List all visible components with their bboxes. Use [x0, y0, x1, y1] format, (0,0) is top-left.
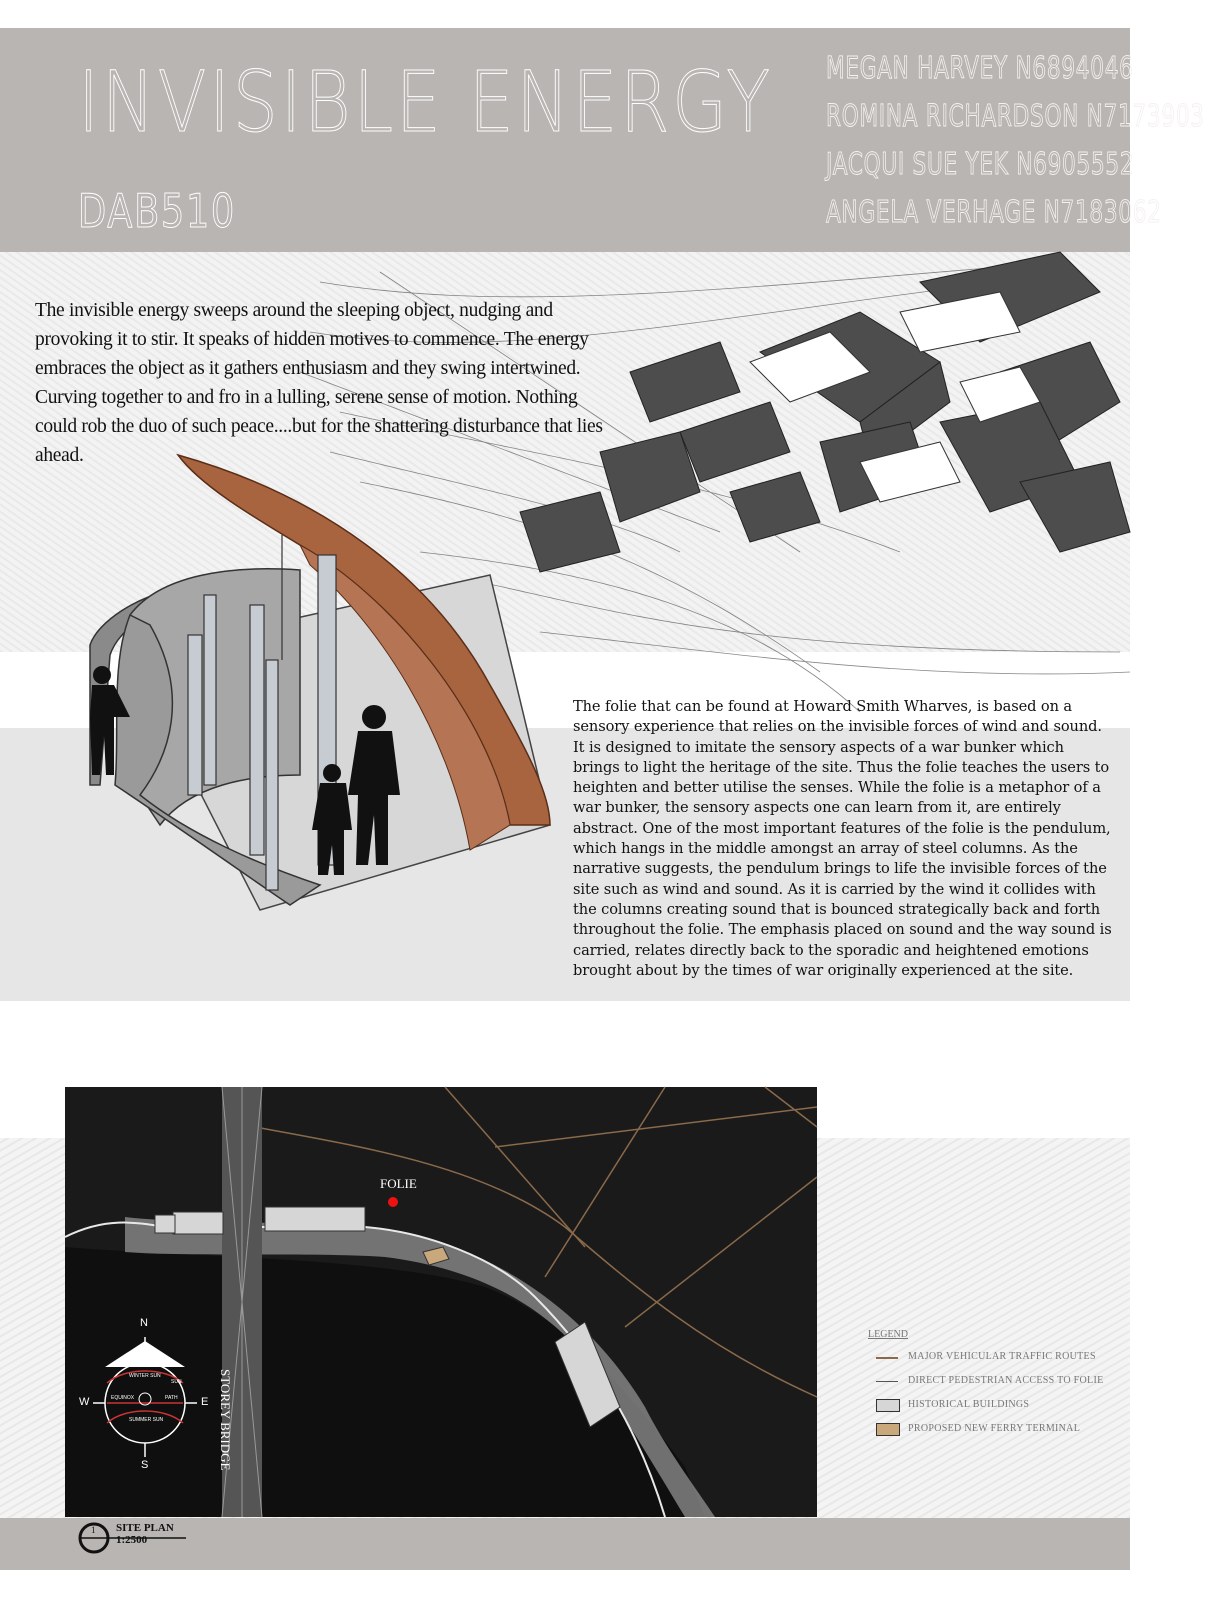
- site-plan-drawing: [65, 1087, 817, 1517]
- site-plan-title: [116, 1522, 174, 1546]
- author-name: ANGELA VERHAGE N7183062: [826, 195, 1162, 230]
- legend-ferry-swatch: [876, 1423, 900, 1436]
- site-plan-map: [65, 1087, 817, 1517]
- legend-title: LEGEND: [868, 1329, 908, 1340]
- compass-winter-sun: WINTER SUN: [129, 1373, 161, 1379]
- site-plan-label: SITE PLAN: [116, 1522, 174, 1534]
- compass-north: N: [140, 1317, 148, 1329]
- folie-render: [70, 455, 570, 915]
- legend-pedestrian-swatch: [876, 1381, 898, 1382]
- compass-east: E: [201, 1396, 209, 1408]
- author-name: ROMINA RICHARDSON N7173903: [826, 99, 1205, 134]
- compass-sun: SUN: [171, 1379, 182, 1385]
- author-name: MEGAN HARVEY N6894046: [826, 51, 1134, 86]
- compass-equinox: EQUINOX: [111, 1395, 135, 1401]
- drawing-number: 1: [91, 1525, 96, 1535]
- compass-summer-sun: SUMMER SUN: [129, 1417, 164, 1423]
- folie-label: FOLIE: [380, 1176, 417, 1191]
- legend-historical-swatch: [876, 1399, 900, 1412]
- compass-path: PATH: [165, 1395, 178, 1401]
- compass-west: W: [79, 1396, 90, 1408]
- legend-traffic-swatch: [876, 1357, 898, 1359]
- narrative-text: The invisible energy sweeps around the sleeping object, nudging and provoking it to stir. It speaks of hidden motives to commence. The energy embraces the object as it gathers enthusiasm and they swing intertwined. Curving together to and fro in a lulling, serene sense of motion. Nothing could rob the duo of such peace....but for the shattering disturbance that lies ahead.: [35, 300, 603, 466]
- course-code: DAB510: [78, 184, 236, 238]
- folie-description: The folie that can be found at Howard Smith Wharves, is based on a sensory experience that relies on the invisible forces of wind and sound. It is designed to imitate the sensory aspects of a war bunker which brings to light the heritage of the site. Thus the folie teaches the users to heighten and better utilise the senses. While the folie is a metaphor of a war bunker, the sensory aspects one can learn from it, are entirely abstract. One of the most important features of the folie is the pendulum, which hangs in the middle amongst an array of steel columns. As the narrative suggests, the pendulum brings to life the invisible forces of the site such as wind and sound. As it is carried by the wind it collides with the columns creating sound that is bounced strategically back and forth throughout the folie. The emphasis placed on sound and the way sound is carried, relates directly back to the sporadic and heightened emotions brought about by the times of war originally experienced at the site.: [573, 698, 1112, 979]
- bridge-label: STOREY BRIDGE: [218, 1369, 233, 1471]
- compass-south: S: [141, 1459, 149, 1471]
- site-plan-scale: 1:2500: [116, 1534, 148, 1546]
- project-title: INVISIBLE ENERGY: [78, 53, 773, 151]
- author-name: JACQUI SUE YEK N6905552: [826, 147, 1135, 182]
